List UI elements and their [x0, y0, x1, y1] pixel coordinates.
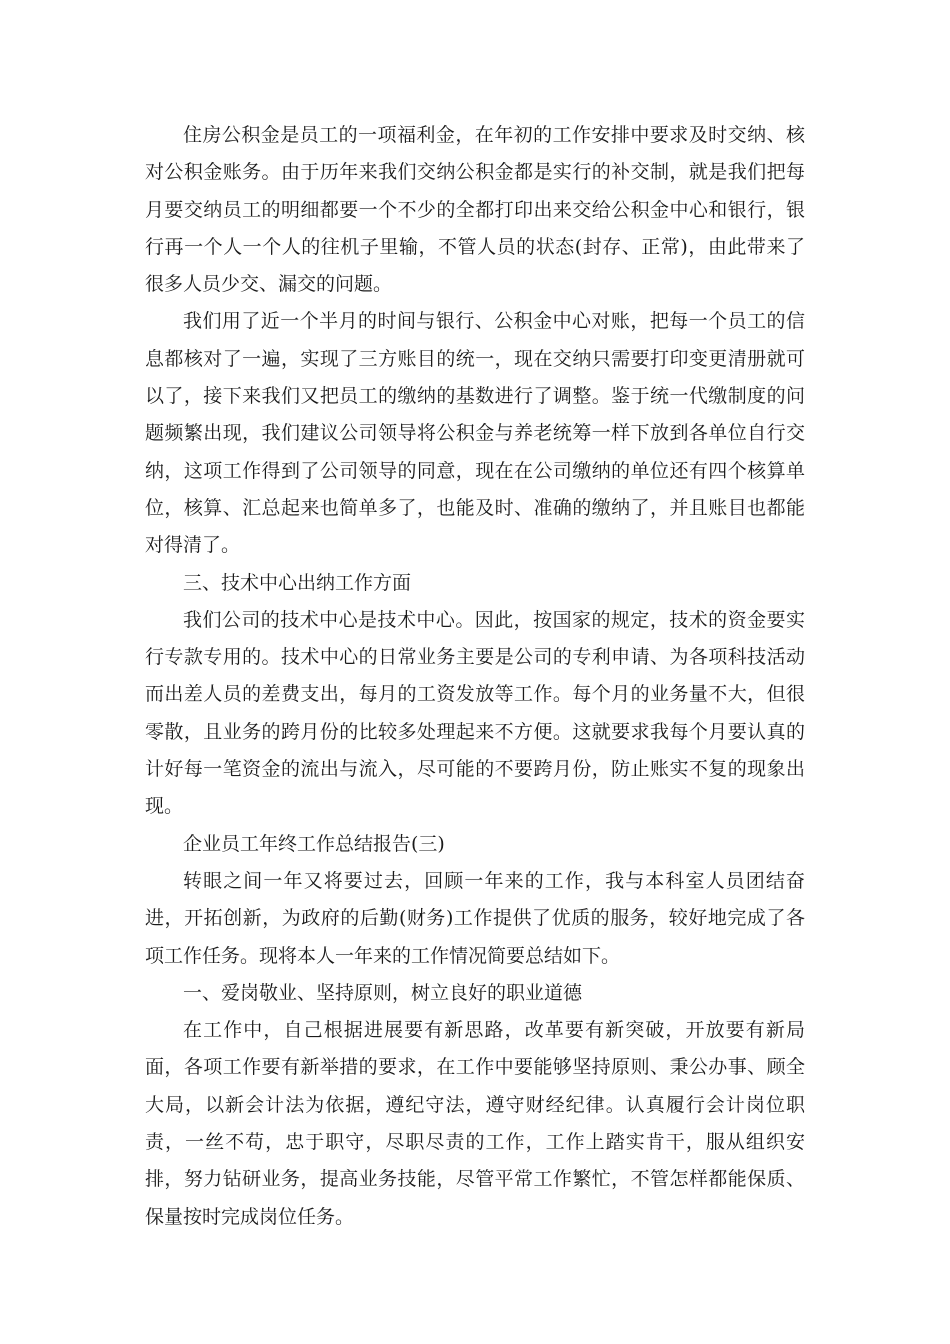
- section-heading-ethics: 一、爱岗敬业、坚持原则，树立良好的职业道德: [183, 981, 583, 1004]
- report-title: 企业员工年终工作总结报告(三): [183, 832, 445, 855]
- paragraph-intro: 转眼之间一年又将要过去，回顾一年来的工作，我与本科室人员团结奋进，开拓创新，为政府的后勤(财务)工作提供了优质的服务，较好地完成了各项工作任务。现将本人一年来的工作情况简要总结如下。: [145, 869, 805, 967]
- paragraph-tech-center: 我们公司的技术中心是技术中心。因此，按国家的规定，技术的资金要实行专款专用的。技术中心的日常业务主要是公司的专利申请、为各项科技活动而出差人员的差费支出，每月的工资发放等工作。每个月的业务量不大，但很零散，且业务的跨月份的比较多处理起来不方便。这就要求我每个月要认真的计好每一笔资金的流出与流入，尽可能的不要跨月份，防止账实不复的现象出现。: [145, 608, 805, 818]
- document-page: [145, 117, 805, 1236]
- paragraph-housing-fund: 住房公积金是员工的一项福利金，在年初的工作安排中要求及时交纳、核对公积金账务。由于历年来我们交纳公积金都是实行的补交制，就是我们把每月要交纳员工的明细都要一个不少的全都打印出来交给公积金中心和银行，银行再一个人一个人的往机子里输，不管人员的状态(封存、正常)，由此带来了很多人员少交、漏交的问题。: [145, 124, 805, 296]
- paragraph-reconciliation: 我们用了近一个半月的时间与银行、公积金中心对账，把每一个员工的信息都核对了一遍，实现了三方账目的统一，现在交纳只需要打印变更清册就可以了，接下来我们又把员工的缴纳的基数进行了调整。鉴于统一代缴制度的问题频繁出现，我们建议公司领导将公积金与养老统筹一样下放到各单位自行交纳，这项工作得到了公司领导的同意，现在在公司缴纳的单位还有四个核算单位，核算、汇总起来也简单多了，也能及时、准确的缴纳了，并且账目也都能对得清了。: [145, 310, 805, 557]
- section-heading-tech-center: 三、技术中心出纳工作方面: [183, 571, 412, 594]
- paragraph-ethics: 在工作中，自己根据进展要有新思路，改革要有新突破，开放要有新局面，各项工作要有新举措的要求，在工作中要能够坚持原则、秉公办事、顾全大局，以新会计法为依据，遵纪守法，遵守财经纪律。认真履行会计岗位职责，一丝不苟，忠于职守，尽职尽责的工作，工作上踏实肯干，服从组织安排，努力钻研业务，提高业务技能，尽管平常工作繁忙，不管怎样都能保质、保量按时完成岗位任务。: [145, 1019, 805, 1228]
